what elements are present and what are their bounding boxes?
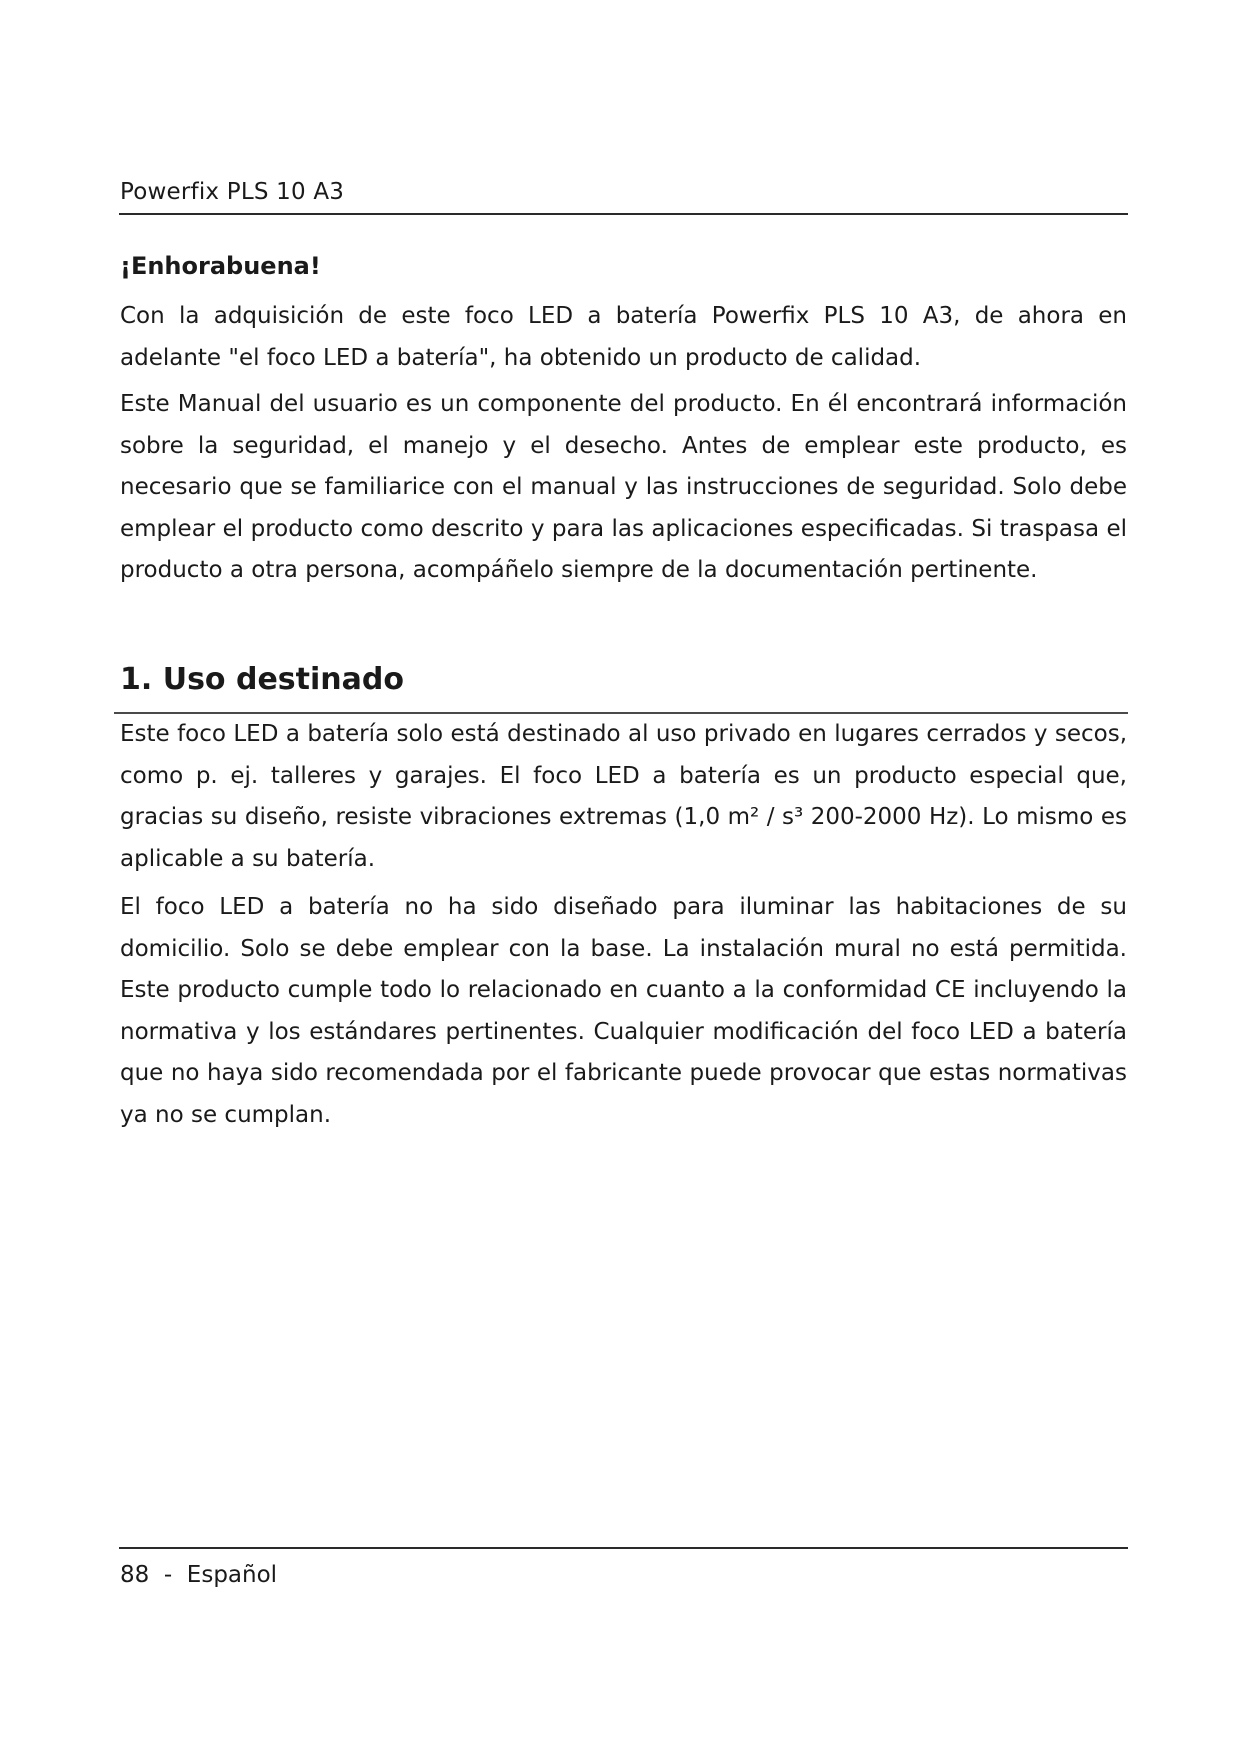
running-header: Powerfix PLS 10 A3 — [120, 179, 345, 205]
paragraph-text: Este foco LED a batería solo está destinado al uso privado en lugares cerrados y secos, como p. ej. talleres y garajes. El foco LED a batería es un producto especial que, gracias su diseño, resiste vibraciones extremas (1,0 m² / s³ 200-2000 Hz). Lo mismo es aplicable a su batería. — [120, 721, 1127, 872]
paragraph-text: El foco LED a batería no ha sido diseñado para iluminar las habitaciones de su domicilio. Solo se debe emplear con la base. La instalación mural no está permitida. Este producto cumple todo lo relacionado en cuanto a la conformidad CE incluyendo la normativa y los estándares pertinentes. Cualquier modificación del foco LED a batería que no haya sido recomendada por el fabricante puede provocar que estas normativas ya no se cumplan. — [120, 894, 1127, 1128]
intro-paragraph-1 — [120, 296, 1127, 379]
page-number-footer: 88 - Español — [120, 1562, 278, 1588]
paragraph-text: Este Manual del usuario es un componente del producto. En él encontrará información sobre la seguridad, el manejo y el desecho. Antes de emplear este producto, es necesario que se familiarice con el manual y las instrucciones de seguridad. Solo debe emplear el producto como descrito y para las aplicaciones especificadas. Si traspasa el producto a otra persona, acompáñelo siempre de la documentación pertinente. — [120, 391, 1127, 583]
intro-paragraph-2 — [120, 384, 1127, 592]
section-paragraph-1 — [120, 714, 1127, 880]
intro-heading: ¡Enhorabuena! — [120, 252, 321, 280]
paragraph-text: Con la adquisición de este foco LED a batería Powerfix PLS 10 A3, de ahora en adelante "el foco LED a batería", ha obtenido un producto de calidad. — [120, 303, 1127, 371]
section-title: 1. Uso destinado — [120, 662, 404, 697]
section-paragraph-2 — [120, 887, 1127, 1136]
header-divider — [119, 213, 1128, 215]
footer-divider — [119, 1547, 1128, 1549]
